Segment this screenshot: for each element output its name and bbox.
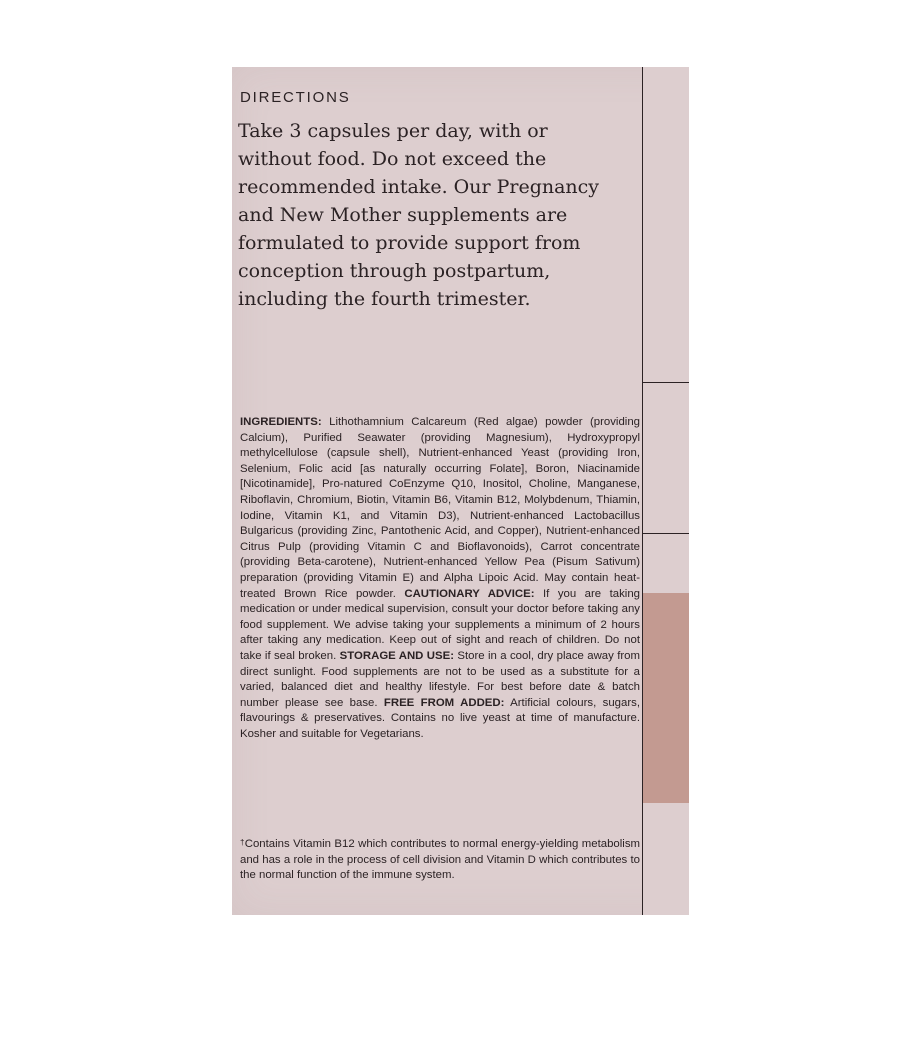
directions-heading: DIRECTIONS [240,89,351,106]
accent-color-block [643,593,689,803]
directions-text: Take 3 capsules per day, with or without food. Do not exceed the recommended intake. Our Pregnancy and New Mother supplements are formulated to provide support from conception through postpartum, including the fourth trimester. [238,120,600,310]
footnote [240,835,640,884]
divider-line [643,533,689,534]
cautionary-advice-text: If you are taking medication or under medical supervision, consult your doctor before taking any food supplement. We advise taking your supplements a minimum of 2 hours after taking any medication. Keep out of sight and reach of children. Do not take if seal broken. [240,587,641,662]
footnote-text: Contains Vitamin B12 which contributes to normal energy-yielding metabolism and has a role in the process of cell division and Vitamin D which contributes to the normal function of the immune system. [240,838,641,882]
free-from-text: Artificial colours, sugars, flavourings & preservatives. Contains no live yeast at time of manufacture. Kosher and suitable for Vegetarians. [240,696,640,740]
storage-text: Store in a cool, dry place away from direct sunlight. Food supplements are not to be used as a substitute for a varied, balanced diet and healthy lifestyle. For best before date & batch number please see base. [240,649,640,709]
divider-line [643,382,689,383]
free-from-label: FREE FROM ADDED: [383,696,505,709]
cautionary-advice-label: CAUTIONARY ADVICE: [404,587,535,600]
supplement-box-side-panel [232,67,688,915]
ingredients-label: INGREDIENTS: [240,416,322,428]
storage-label: STORAGE AND USE: [339,649,455,662]
ingredients-panel [240,415,640,742]
ingredients-text: Lithothamnium Calcareum (Red algae) powder (providing Calcium), Purified Seawater (providing Magnesium), Hydroxypropyl methylcellulose (capsule shell), Nutrient-enhanced Yeast (providing Iron, Selenium, Folic acid [as naturally occurring Folate], Boron, Niacinamide [Nicotinamide], Pro-natured CoEnzyme Q10, Inositol, Choline, Manganese, Riboflavin, Chromium, Biotin, Vitamin B6, Vitamin B12, Molybdenum, Thiamin, Iodine, Vitamin K1, and Vitamin D3), Nutrient-enhanced Lactobacillus Bulgaricus (providing Zinc, Pantothenic Acid, and Copper), Nutrient-enhanced Citrus Pulp (providing Vitamin C and Bioflavonoids), Carrot concentrate (providing Beta-carotene), Nutrient-enhanced Yellow Pea (Pisum Sativum) preparation (providing Vitamin E) and Alpha Lipoic Acid. May contain heat-treated Brown Rice powder. [240,416,640,600]
dagger-symbol: † [240,838,245,847]
box-front-edge [642,67,689,915]
